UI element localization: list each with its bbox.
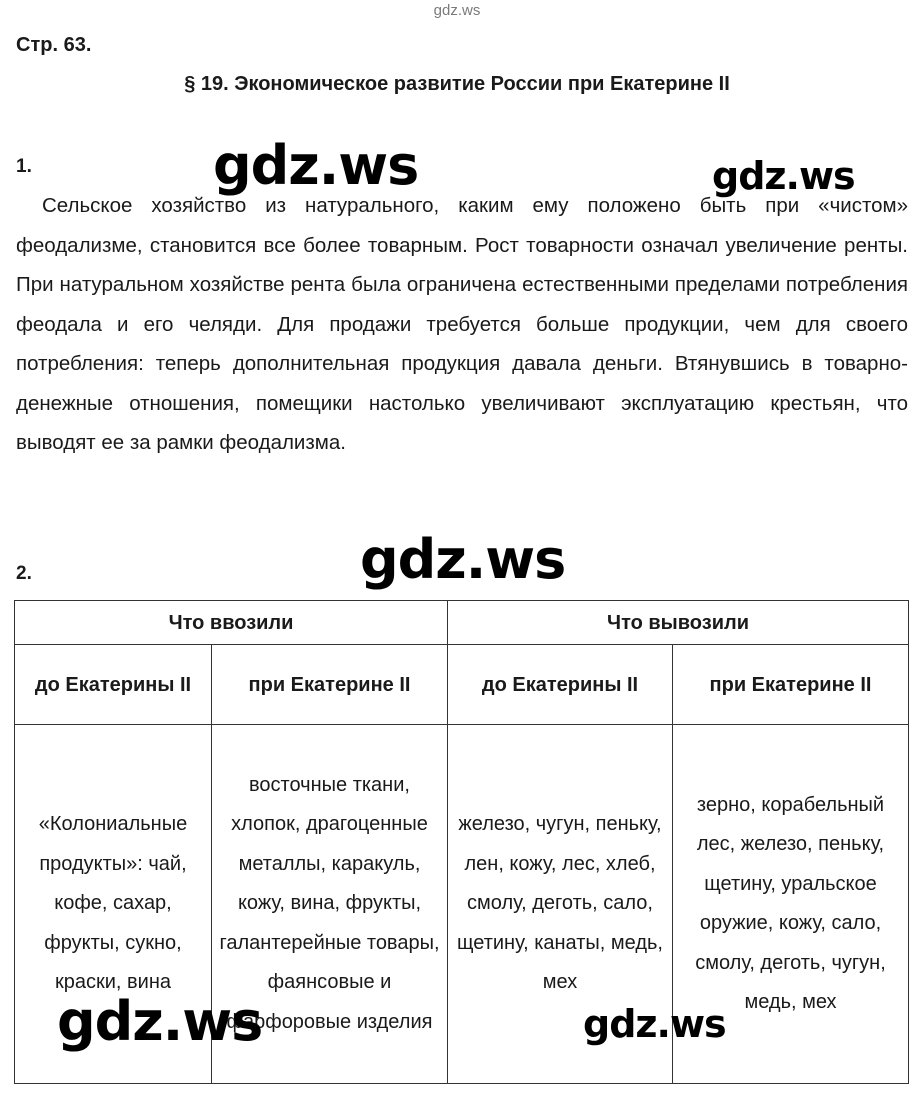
watermark: gdz.ws (583, 1002, 726, 1046)
section-title: § 19. Экономическое развитие России при Екатерине II (184, 73, 730, 95)
exports-under-catherine-cell: зерно, корабельный лес, железо, пеньку, щетину, уральское оружие, кожу, сало, смолу, деготь, чугун, медь, мех (673, 725, 909, 1084)
exports-header: Что вывозили (448, 601, 909, 645)
watermark: gdz.ws (360, 528, 566, 591)
exports-under-catherine-header: при Екатерине II (673, 645, 909, 725)
task-1-text: Сельское хозяйство из натурального, каким ему положено быть при «чистом» феодализме, становится все более товарным. Рост товарности означал увеличение ренты. При натуральном хозяйстве рента была ограничена естественными пределами потребления феодала и его челяди. Для продажи требуется больше продукции, чем для своего потребления: теперь дополнительная продукция давала деньги. Втянувшись в товарно-денежные отношения, помещики настолько увеличивают эксплуатацию крестьян, что выводят ее за рамки феодализма. (16, 194, 908, 454)
watermark: gdz.ws (213, 134, 419, 197)
exports-before-catherine-header: до Екатерины II (448, 645, 673, 725)
imports-before-catherine-cell: «Колониальные продукты»: чай, кофе, сахар, фрукты, сукно, краски, вина (15, 725, 212, 1084)
watermark: gdz.ws (57, 990, 263, 1053)
imports-under-catherine-cell: восточные ткани, хлопок, драгоценные металлы, каракуль, кожу, вина, фрукты, галантерейные товары, фаянсовые и фарфоровые изделия (212, 725, 448, 1084)
task-1-number: 1. (16, 156, 32, 177)
imports-before-catherine-header: до Екатерины II (15, 645, 212, 725)
exports-before-catherine-cell: железо, чугун, пеньку, лен, кожу, лес, хлеб, смолу, деготь, сало, щетину, канаты, медь, мех (448, 725, 673, 1084)
page-reference: Стр. 63. (16, 34, 92, 56)
imports-under-catherine-header: при Екатерине II (212, 645, 448, 725)
imports-header: Что ввозили (15, 601, 448, 645)
task-1-answer (16, 186, 908, 463)
task-2-number: 2. (16, 563, 32, 584)
watermark: gdz.ws (712, 154, 855, 198)
site-header[interactable]: gdz.ws (433, 2, 481, 19)
